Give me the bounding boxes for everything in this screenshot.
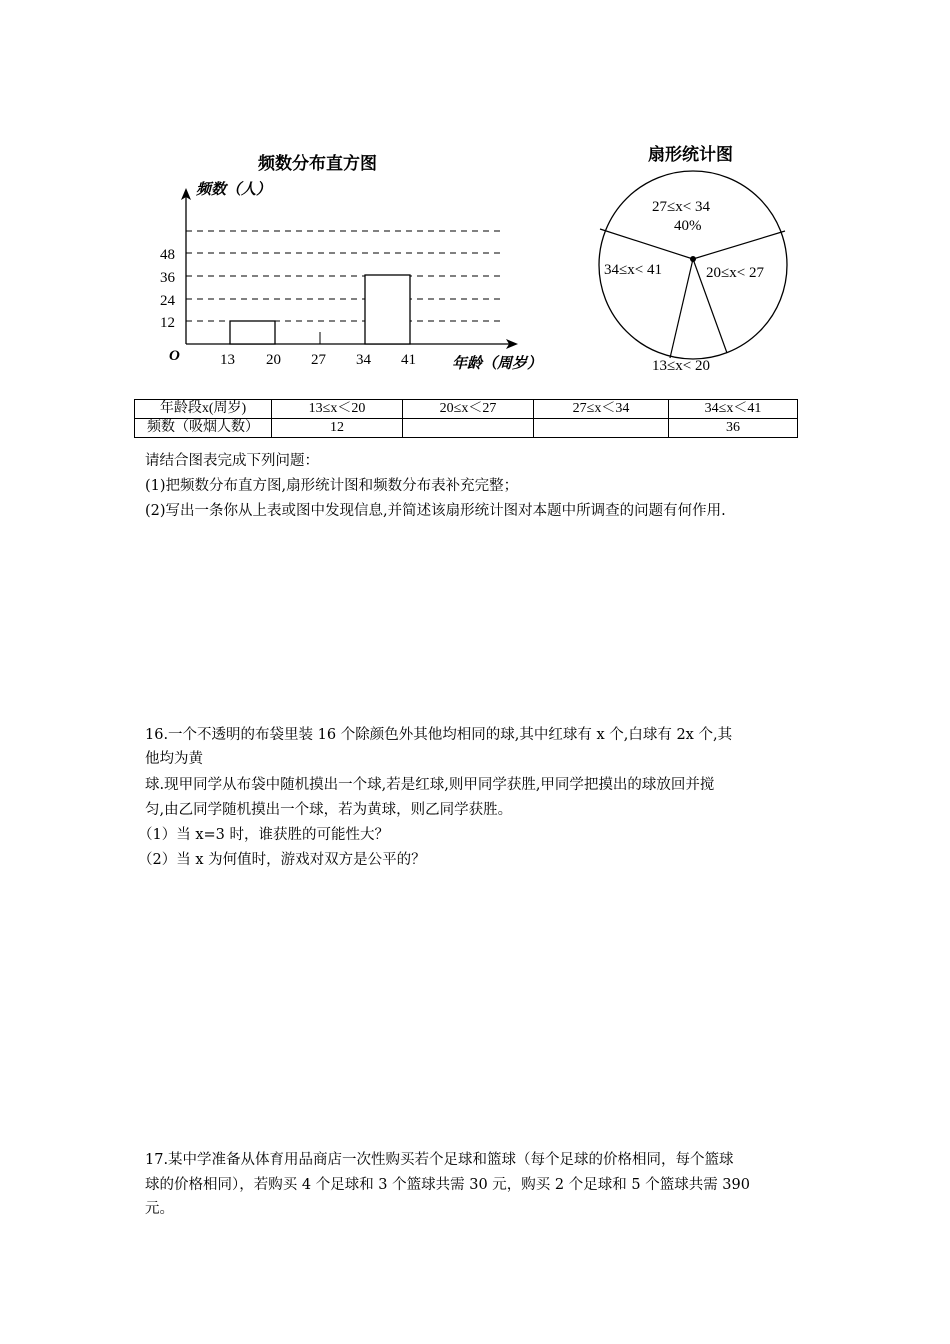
table-cell: 34≤x＜41 <box>669 400 798 419</box>
y-tick-label: 12 <box>160 315 175 331</box>
histogram-title: 频数分布直方图 <box>258 154 377 174</box>
q17-line: 17.某中学准备从体育用品商店一次性购买若个足球和篮球（每个足球的价格相同，每个篮球 <box>145 1152 734 1168</box>
pie-label-34-41: 34≤x< 41 <box>604 262 662 278</box>
x-tick-label: 27 <box>311 352 326 368</box>
pie-center <box>690 256 696 262</box>
q15-part1: (1)把频数分布直方图,扇形统计图和频数分布表补充完整； <box>145 478 519 494</box>
table-cell <box>534 419 669 438</box>
histogram-xlabel: 年龄（周岁） <box>452 356 543 372</box>
table-row <box>135 419 798 438</box>
table-cell: 年龄段x(周岁) <box>135 400 272 419</box>
histogram-bar-13-20 <box>230 321 275 344</box>
q17-line: 元。 <box>145 1201 174 1217</box>
histogram-bar-34-41 <box>365 275 410 344</box>
y-tick-label: 48 <box>160 247 175 263</box>
pie-chart <box>590 160 800 380</box>
origin-label: O <box>169 348 180 364</box>
q15-intro: 请结合图表完成下列问题： <box>145 453 319 469</box>
q16-part2: （2）当 x 为何值时，游戏对双方是公平的？ <box>138 852 426 868</box>
table-cell: 频数（吸烟人数） <box>135 419 272 438</box>
table-cell <box>403 419 534 438</box>
histogram-ylabel: 频数（人） <box>196 182 272 198</box>
q15-part2: (2)写出一条你从上表或图中发现信息,并简述该扇形统计图对本题中所调查的问题有何作用. <box>145 503 726 519</box>
q16-line: 匀,由乙同学随机摸出一个球，若为黄球，则乙同学获胜。 <box>145 802 513 818</box>
pie-label-20-27: 20≤x< 27 <box>706 265 764 281</box>
x-tick-label: 20 <box>266 352 281 368</box>
pie-label-percent: 40% <box>674 218 702 234</box>
q16-line: 球.现甲同学从布袋中随机摸出一个球,若是红球,则甲同学获胜,甲同学把摸出的球放回并搅 <box>145 777 715 793</box>
gridlines <box>186 231 502 321</box>
q17-line: 球的价格相同），若购买 4 个足球和 3 个篮球共需 30 元，购买 2 个足球和 5 个篮球共需 390 <box>145 1177 750 1193</box>
q16-line: 16.一个不透明的布袋里装 16 个除颜色外其他均相同的球,其中红球有 x 个,白球有 2x 个,其 <box>145 727 733 743</box>
pie-label-13-20: 13≤x< 20 <box>652 358 710 374</box>
table-cell: 27≤x＜34 <box>534 400 669 419</box>
q16-line: 他均为黄 <box>145 751 203 767</box>
y-tick-label: 36 <box>160 270 175 286</box>
y-tick-label: 24 <box>160 293 175 309</box>
x-tick-label: 34 <box>356 352 371 368</box>
table-cell: 13≤x＜20 <box>272 400 403 419</box>
pie-label-27-34: 27≤x< 34 <box>652 199 710 215</box>
table-cell: 20≤x＜27 <box>403 400 534 419</box>
pie-dividers <box>600 229 785 358</box>
q16-part1: （1）当 x=3 时，谁获胜的可能性大？ <box>138 827 389 843</box>
pie-title: 扇形统计图 <box>648 145 733 165</box>
table-cell: 12 <box>272 419 403 438</box>
frequency-table <box>134 399 798 438</box>
table-cell: 36 <box>669 419 798 438</box>
histogram-chart <box>150 170 590 380</box>
x-tick-label: 41 <box>401 352 416 368</box>
x-tick-label: 13 <box>220 352 235 368</box>
table-header-row <box>135 400 798 419</box>
